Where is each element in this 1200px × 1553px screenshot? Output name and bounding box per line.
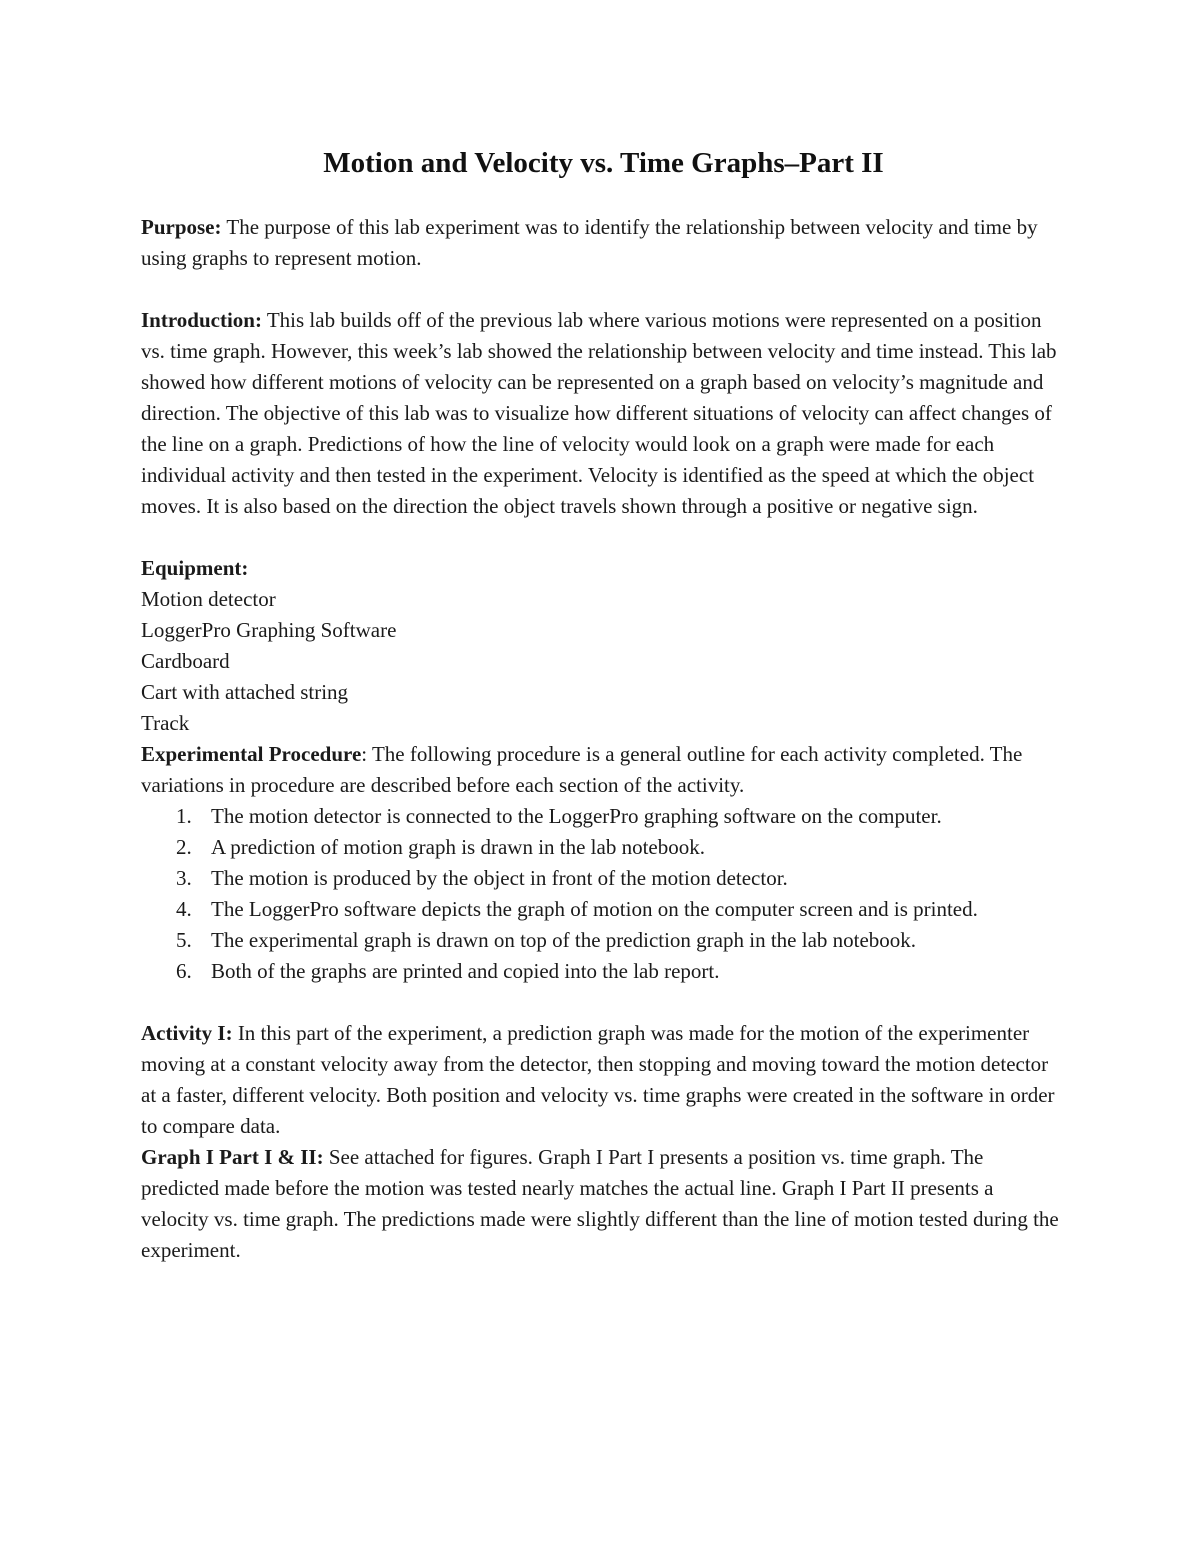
step-number: 1. (176, 804, 192, 828)
equipment-list (141, 584, 1066, 739)
spacer (141, 274, 1066, 305)
graph1-label: Graph I Part I & II: (141, 1145, 324, 1169)
step-number: 5. (176, 928, 192, 952)
introduction-paragraph (141, 305, 1066, 522)
step-text: The motion is produced by the object in front of the motion detector. (211, 866, 788, 890)
step-text: The motion detector is connected to the LoggerPro graphing software on the computer. (211, 804, 942, 828)
procedure-step (141, 863, 1066, 894)
step-text: The LoggerPro software depicts the graph of motion on the computer screen and is printed. (211, 897, 978, 921)
procedure-step (141, 894, 1066, 925)
equipment-item: LoggerPro Graphing Software (141, 618, 397, 642)
equipment-item: Cart with attached string (141, 680, 349, 704)
purpose-text: The purpose of this lab experiment was to identify the relationship between velocity and time by using graphs to represent motion. (141, 215, 1038, 270)
activity1-paragraph (141, 1018, 1066, 1142)
spacer (141, 987, 1066, 1018)
document-body (141, 146, 1066, 1266)
step-number: 3. (176, 866, 192, 890)
step-number: 2. (176, 835, 192, 859)
procedure-step (141, 925, 1066, 956)
equipment-item: Motion detector (141, 587, 276, 611)
graph1-text: See attached for figures. Graph I Part I presents a position vs. time graph. The predicted made before the motion was tested nearly matches the actual line. Graph I Part II presents a velocity vs. time graph. The predictions made were slightly different than the line of motion tested during the experiment. (141, 1145, 1059, 1262)
step-number: 6. (176, 959, 192, 983)
equipment-heading: Equipment: (141, 556, 249, 580)
introduction-label: Introduction: (141, 308, 262, 332)
equipment-item: Track (141, 711, 190, 735)
procedure-step (141, 832, 1066, 863)
step-text: The experimental graph is drawn on top of the prediction graph in the lab notebook. (211, 928, 917, 952)
procedure-step (141, 956, 1066, 987)
purpose-label: Purpose: (141, 215, 222, 239)
procedure-step (141, 801, 1066, 832)
document-title: Motion and Velocity vs. Time Graphs–Part II (323, 147, 884, 179)
activity1-label: Activity I: (141, 1021, 233, 1045)
procedure-text: : The following procedure is a general outline for each activity completed. The variations in procedure are described before each section of the activity. (141, 742, 1023, 797)
spacer (141, 522, 1066, 553)
step-text: Both of the graphs are printed and copied into the lab report. (211, 959, 720, 983)
activity1-text: In this part of the experiment, a prediction graph was made for the motion of the experimenter moving at a constant velocity away from the detector, then stopping and moving toward the motion detector at a faster, different velocity. Both position and velocity vs. time graphs were created in the software in order to compare data. (141, 1021, 1055, 1138)
graph1-paragraph (141, 1142, 1066, 1266)
procedure-steps-list (141, 801, 1066, 987)
introduction-text: This lab builds off of the previous lab where various motions were represented on a position vs. time graph. However, this week’s lab showed the relationship between velocity and time instead. This lab showed how different motions of velocity can be represented on a graph based on velocity’s magnitude and direction. The objective of this lab was to visualize how different situations of velocity can affect changes of the line on a graph. Predictions of how the line of velocity would look on a graph were made for each individual activity and then tested in the experiment. Velocity is identified as the speed at which the object moves. It is also based on the direction the object travels shown through a positive or negative sign. (141, 308, 1057, 518)
purpose-paragraph (141, 212, 1066, 274)
step-number: 4. (176, 897, 192, 921)
equipment-item: Cardboard (141, 649, 230, 673)
step-text: A prediction of motion graph is drawn in the lab notebook. (211, 835, 705, 859)
procedure-paragraph (141, 739, 1066, 801)
procedure-label: Experimental Procedure (141, 742, 362, 766)
